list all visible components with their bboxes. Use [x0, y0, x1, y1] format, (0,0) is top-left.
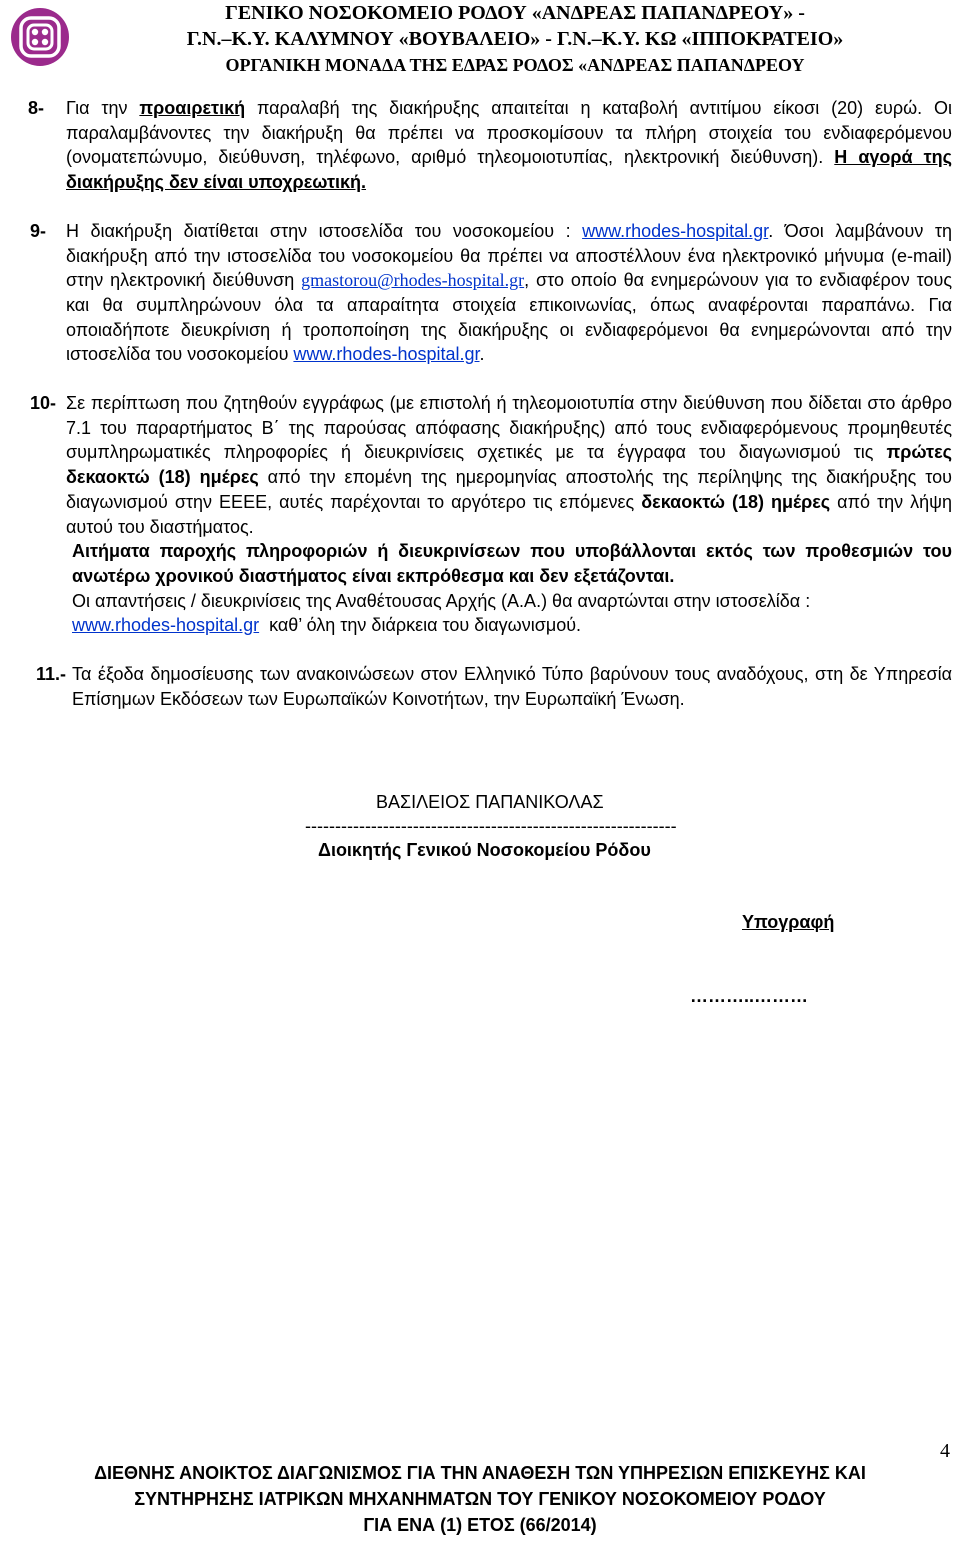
text-run: από την επομένη της ημερομηνίας αποστολής της περίληψης της διακήρυξης του διαγωνισμού στην ΕΕΕΕ, αυτές παρέχονται το αργότερο τις επόμενες: [66, 467, 952, 512]
footer-line-2: ΣΥΝΤΗΡΗΣΗΣ ΙΑΤΡΙΚΩΝ ΜΗΧΑΝΗΜΑΤΩΝ ΤΟΥ ΓΕΝΙΚΟΥ ΝΟΣΟΚΟΜΕΙΟΥ ΡΟΔΟΥ: [134, 1489, 826, 1509]
bold-notice: Αιτήματα παροχής πληροφοριών ή διευκρινίσεων που υποβάλλονται εκτός των προθεσμιών του ανωτέρω χρονικού διαστήματος είναι εκπρόθεσμα και δεν εξετάζονται.: [72, 541, 952, 586]
header-line-3: ΟΡΓΑΝΙΚΗ ΜΟΝΑΔΑ ΤΗΣ ΕΔΡΑΣ ΡΟΔΟΣ «ΑΝΔΡΕΑΣ ΠΑΠΑΝΔΡΕΟΥ: [225, 55, 805, 75]
website-link[interactable]: www.rhodes-hospital.gr: [293, 344, 480, 365]
signatory-title: Διοικητής Γενικού Νοσοκομείου Ρόδου: [318, 840, 651, 860]
text-run: καθ’ όλη την διάρκεια του διαγωνισμού.: [259, 615, 582, 636]
text-run: . Όσοι λαμβάνουν τη διακήρυξη από την ιστοσελίδα του νοσοκομείου θα πρέπει να αποστέλλουν ένα ηλεκτρονικό μήνυμα (e-mail) στην ηλεκτρονική διεύθυνση: [66, 220, 952, 291]
section-8: [0, 96, 960, 195]
text-run: Σε περίπτωση που ζητηθούν εγγράφως (με επιστολή ή τηλεομοιοτυπία στην διεύθυνση που δίδεται στο άρθρο 7.1 του παραρτήματος Β΄ της παρούσας απόφασης διακήρυξης) από τους ενδιαφερόμενους προμηθευτές συμπληρωματικές πληροφορίες ή διευκρινίσεις σχετικές με τα έγγραφα του διαγωνισμού τις: [66, 393, 952, 463]
emphasis-optional: προαιρετική: [139, 98, 246, 118]
section-number: 8-: [28, 98, 45, 118]
text-run: Η διακήρυξη διατίθεται στην ιστοσελίδα του νοσοκομείου :: [66, 220, 583, 241]
document-body: [0, 96, 960, 711]
text-run: Για την: [66, 98, 140, 118]
text-run: .: [479, 344, 485, 365]
document-footer: [0, 1440, 960, 1538]
text-run: Οι απαντήσεις / διευκρινίσεις της Αναθέτουσας Αρχής (Α.Α.) θα αναρτώνται στην ιστοσελίδα :: [72, 590, 811, 611]
hospital-logo-icon: [10, 7, 70, 67]
website-link[interactable]: www.rhodes-hospital.gr: [72, 615, 260, 636]
footer-line-3: ΓΙΑ ΕΝΑ (1) ΕΤΟΣ (66/2014): [363, 1515, 597, 1535]
document-header: [0, 0, 960, 80]
section-number: 10-: [30, 393, 57, 414]
section-10: [0, 391, 960, 638]
section-text: [66, 96, 952, 195]
email-link[interactable]: gmastorou@rhodes-hospital.gr: [301, 270, 525, 291]
section-11: [0, 662, 960, 711]
section-text: Τα έξοδα δημοσίευσης των ανακοινώσεων στον Ελληνικό Τύπο βαρύνουν τους αναδόχους, στη δε Υπηρεσία Επίσημων Εκδόσεων των Ευρωπαϊκών Κοινοτήτων, την Ευρωπαϊκή Ένωση.: [72, 664, 952, 709]
website-link[interactable]: www.rhodes-hospital.gr: [582, 220, 769, 241]
text-run: από την λήψη αυτού του διαστήματος.: [66, 491, 952, 537]
section-9: [0, 219, 960, 367]
signature-dashes: --------------------------------------------------------------: [305, 816, 677, 836]
signature-label: Υπογραφή: [742, 912, 835, 932]
page-number: 4: [940, 1440, 950, 1462]
bold-deadline: δεκαοκτώ (18) ημέρες: [641, 491, 831, 512]
section-number: 9-: [30, 220, 47, 241]
section-number: 11.-: [36, 664, 67, 685]
section-text: [66, 391, 952, 539]
footer-line-1: ΔΙΕΘΝΗΣ ΑΝΟΙΚΤΟΣ ΔΙΑΓΩΝΙΣΜΟΣ ΓΙΑ ΤΗΝ ΑΝΑΘΕΣΗ ΤΩΝ ΥΠΗΡΕΣΙΩΝ ΕΠΙΣΚΕΥΗΣ ΚΑΙ: [94, 1463, 866, 1483]
text-run: παραλαβή της διακήρυξης απαιτείται η καταβολή αντιτίμου είκοσι (20) ευρώ. Οι παραλαμβάνοντες την διακήρυξη θα πρέπει να προσκομίσουν τα πλήρη στοιχεία του ενδιαφερόμενου (ονοματεπώνυμο, διεύθυνση, τηλέφωνο, αριθμό τηλεομοιοτυπίας, ηλεκτρονική διεύθυνση).: [66, 98, 953, 168]
signature-line: ………..………: [690, 986, 809, 1006]
header-line-2: Γ.Ν.–Κ.Υ. ΚΑΛΥΜΝΟΥ «ΒΟΥΒΑΛΕΙΟ» - Γ.Ν.–Κ.Υ. ΚΩ «ΙΠΠΟΚΡΑΤΕΙΟ»: [186, 28, 844, 50]
section-text: [66, 219, 952, 367]
text-run: , στο οποίο θα ενημερώνουν για το ενδιαφέρον τους και θα συμπληρώνουν όλα τα απαραίτητα στοιχεία επικοινωνίας, όπως αναφέρονται παραπάνω. Για οποιαδήποτε διευκρίνιση ή τροποποίηση της διακήρυξης οι ενδιαφερόμενοι θα ενημερώνονται από την ιστοσελίδα του νοσοκομείου: [66, 270, 952, 365]
emphasis-not-mandatory: Η αγορά της διακήρυξης δεν είναι υποχρεωτική.: [66, 147, 952, 193]
bold-deadline: πρώτες δεκαοκτώ (18) ημέρες: [66, 442, 952, 488]
signatory-name: ΒΑΣΙΛΕΙΟΣ ΠΑΠΑΝΙΚΟΛΑΣ: [376, 792, 604, 812]
header-line-1: ΓΕΝΙΚΟ ΝΟΣΟΚΟΜΕΙΟ ΡΟΔΟΥ «ΑΝΔΡΕΑΣ ΠΑΠΑΝΔΡΕΟΥ» -: [225, 2, 805, 24]
answers-notice: [72, 589, 952, 638]
